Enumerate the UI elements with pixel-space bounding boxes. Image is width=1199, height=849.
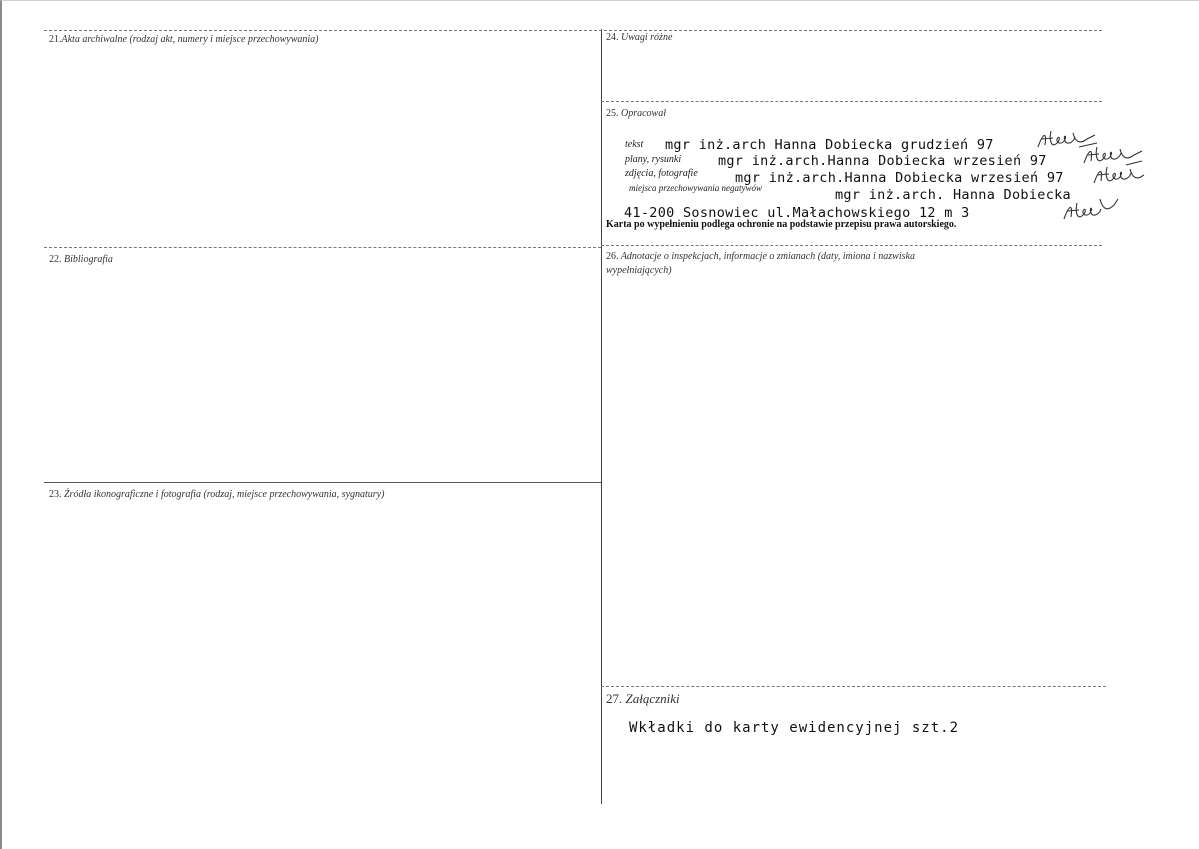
prepared-value-plans: mgr inż.arch.Hanna Dobiecka wrzesień 97 bbox=[718, 153, 1047, 169]
copyright-note: Karta po wypełnieniu podlega ochronie na podstawie przepisu prawa autorskiego. bbox=[606, 219, 957, 230]
section-22-label bbox=[49, 254, 113, 265]
section-23-number: 23. bbox=[49, 489, 62, 500]
prepared-caption-negatives: miejsca przechowywania negatywów bbox=[629, 183, 762, 193]
section-22-title: Bibliografia bbox=[64, 254, 113, 265]
signature-icon bbox=[1090, 161, 1150, 189]
rule-25-26 bbox=[601, 245, 1102, 246]
section-27-number: 27. bbox=[606, 691, 623, 706]
section-27-label bbox=[606, 691, 680, 707]
section-25-number: 25. bbox=[606, 108, 619, 119]
attachments-value: Wkładki do karty ewidencyjnej szt.2 bbox=[629, 720, 960, 736]
prepared-caption-photos: zdjęcia, fotografie bbox=[625, 168, 698, 179]
rule-26-27 bbox=[601, 686, 1106, 687]
section-21-title: Akta archiwalne (rodzaj akt, numery i miejsce przechowywania) bbox=[61, 34, 319, 45]
section-24-number: 24. bbox=[606, 32, 619, 43]
section-26-label bbox=[606, 251, 915, 262]
signature-icon bbox=[1060, 193, 1120, 223]
prepared-caption-text: tekst bbox=[625, 139, 644, 150]
section-26-label-cont: wypełniających) bbox=[606, 265, 672, 276]
section-22-number: 22. bbox=[49, 254, 62, 265]
prepared-value-negatives: mgr inż.arch. Hanna Dobiecka bbox=[835, 187, 1071, 203]
rule-24-25 bbox=[601, 101, 1102, 102]
section-27-title: Załączniki bbox=[625, 691, 680, 706]
section-21-label bbox=[49, 34, 319, 45]
section-24-label bbox=[606, 32, 672, 43]
top-rule bbox=[44, 30, 1102, 31]
section-25-label bbox=[606, 108, 666, 119]
prepared-value-photos: mgr inż.arch.Hanna Dobiecka wrzesień 97 bbox=[735, 170, 1064, 186]
section-23-label bbox=[49, 489, 384, 500]
center-divider bbox=[601, 29, 602, 804]
section-21-number: 21. bbox=[49, 34, 62, 45]
prepared-address: 41-200 Sosnowiec ul.Małachowskiego 12 m 3 bbox=[624, 205, 970, 221]
section-25-title: Opracował bbox=[621, 108, 666, 119]
prepared-caption-plans: plany, rysunki bbox=[625, 154, 682, 165]
rule-21-22 bbox=[44, 247, 601, 248]
section-26-number: 26. bbox=[606, 251, 619, 262]
section-24-title: Uwagi różne bbox=[621, 32, 673, 43]
section-23-title: Źródła ikonograficzne i fotografia (rodzaj, miejsce przechowywania, sygnatury) bbox=[64, 489, 385, 500]
rule-22-23 bbox=[44, 482, 601, 483]
section-26-title: Adnotacje o inspekcjach, informacje o zmianach (daty, imiona i nazwiska bbox=[620, 251, 915, 262]
prepared-value-text: mgr inż.arch Hanna Dobiecka grudzień 97 bbox=[665, 137, 994, 153]
